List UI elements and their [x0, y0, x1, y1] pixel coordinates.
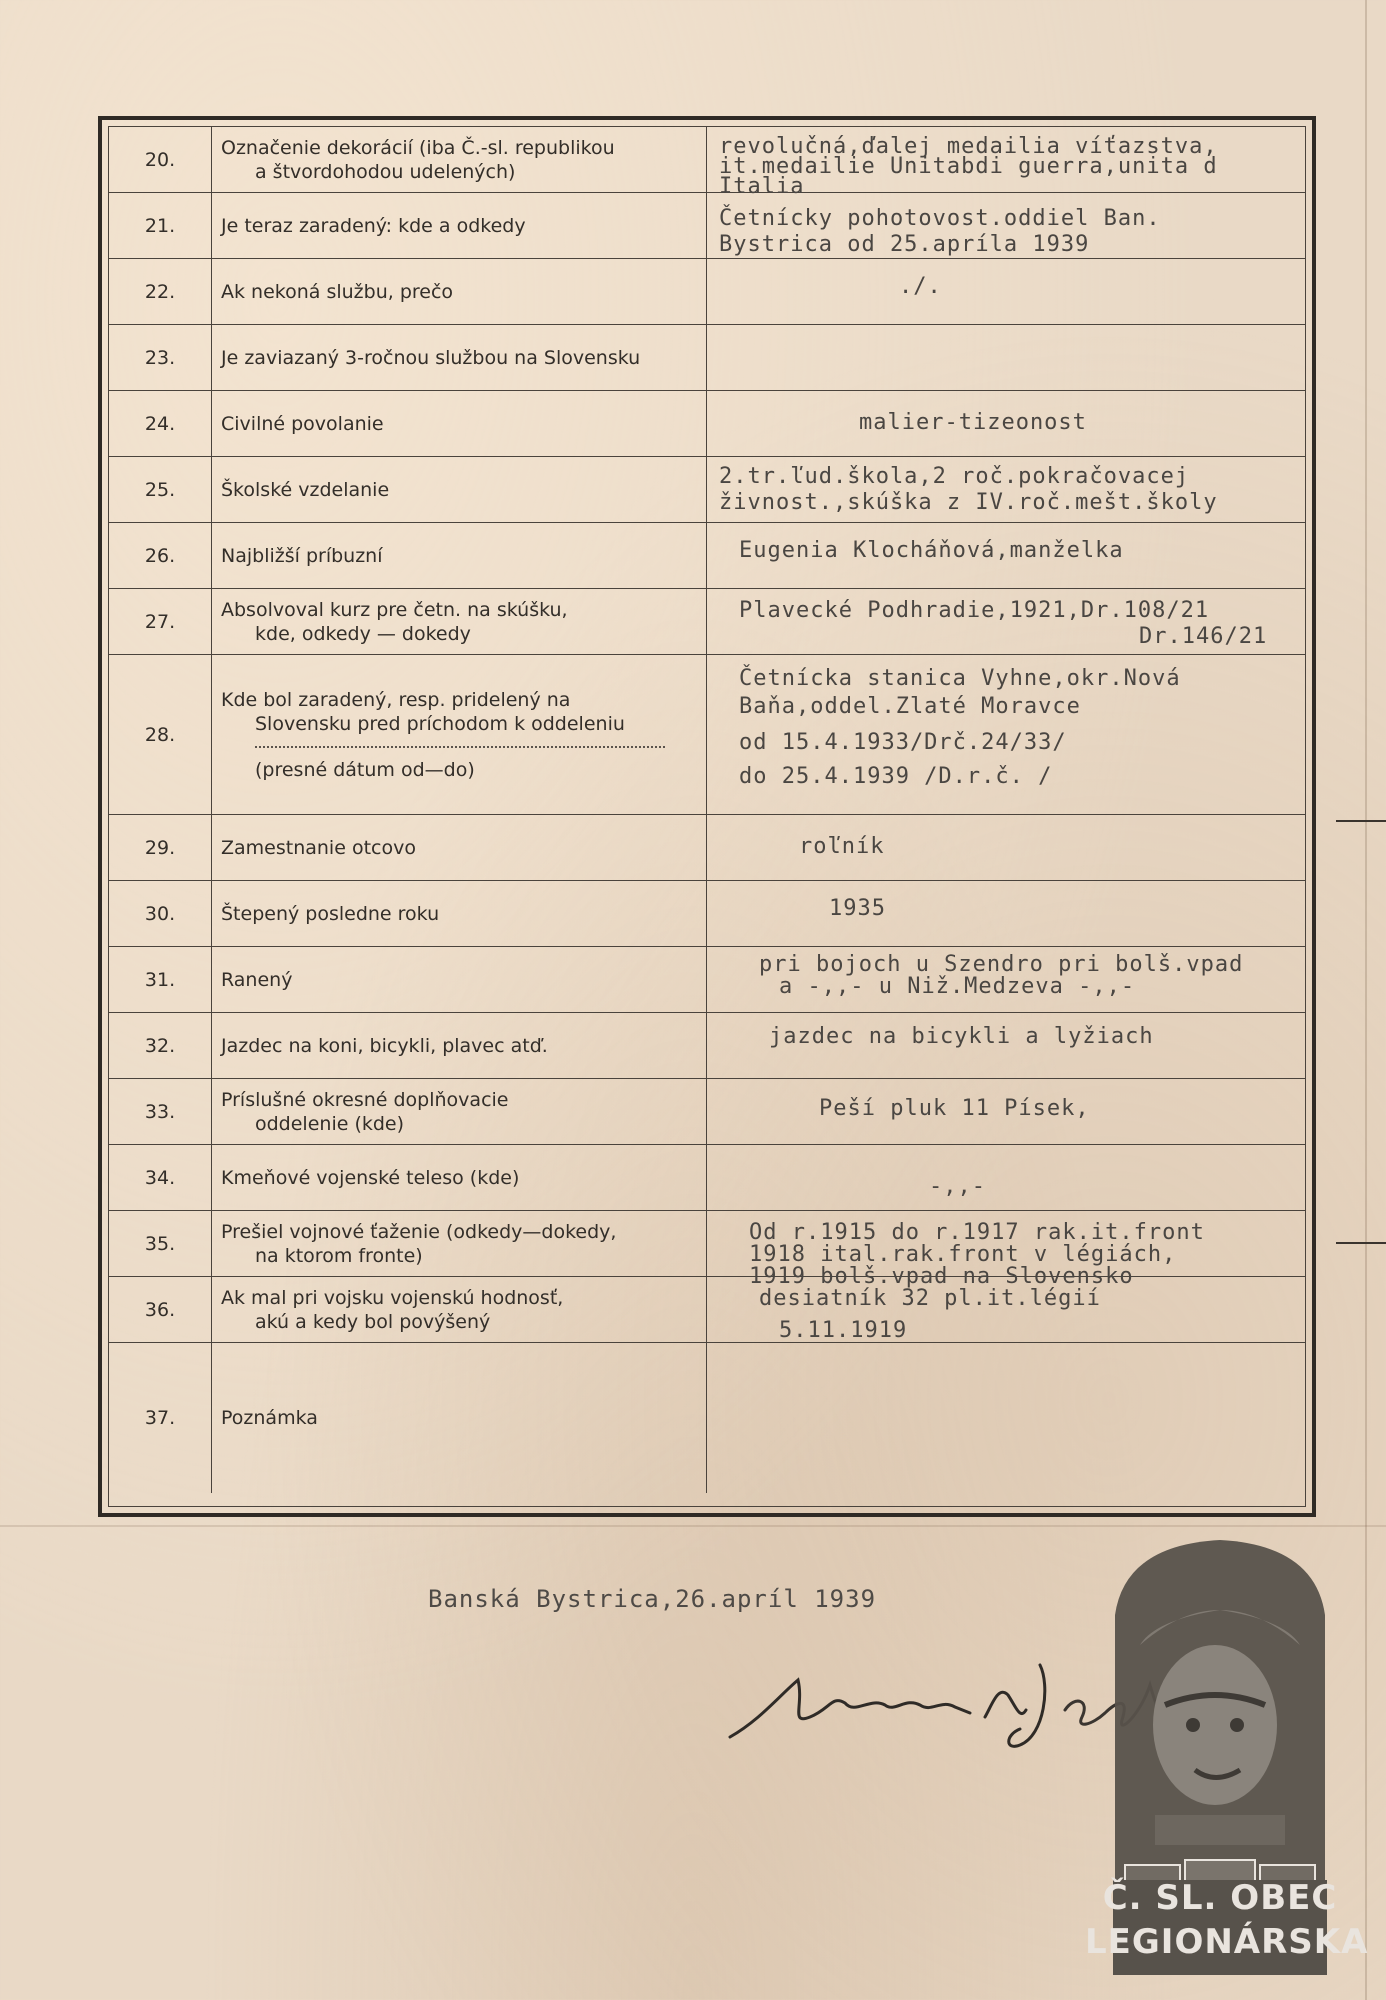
- row-value: [719, 457, 1386, 522]
- column-divider: [211, 947, 212, 1012]
- row-label-line: Príslušné okresné doplňovacie: [221, 1088, 509, 1111]
- row-label: [221, 259, 701, 324]
- column-divider: [706, 1145, 707, 1210]
- row-label: [221, 1145, 701, 1210]
- typed-value-line: jazdec na bicykli a lyžiach: [769, 1024, 1154, 1049]
- typed-value-line: desiatník 32 pl.it.légií: [759, 1286, 1101, 1311]
- row-number: 35.: [144, 1232, 176, 1255]
- form-row: [109, 947, 1305, 1013]
- row-label-line: oddelenie (kde): [255, 1112, 405, 1135]
- row-label-line: (presné dátum od—do): [255, 758, 475, 781]
- typed-value-line: Četnícka stanica Vyhne,okr.Nová: [739, 666, 1181, 691]
- row-label-line: Najbližší príbuzní: [221, 544, 383, 567]
- column-divider: [706, 259, 707, 324]
- row-number: 32.: [144, 1034, 176, 1057]
- form-row: [109, 589, 1305, 655]
- row-label-line: Kmeňové vojenské teleso (kde): [221, 1166, 520, 1189]
- column-divider: [211, 881, 212, 946]
- column-divider: [211, 391, 212, 456]
- row-number: 21.: [144, 214, 176, 237]
- typed-value-line: Italia: [719, 174, 805, 199]
- row-number: 34.: [144, 1166, 176, 1189]
- row-label: [221, 325, 701, 390]
- column-divider: [211, 815, 212, 880]
- column-divider: [211, 1343, 212, 1493]
- row-label: [221, 881, 701, 946]
- row-value: [719, 947, 1386, 1012]
- form-row: [109, 1343, 1305, 1493]
- column-divider: [706, 193, 707, 258]
- form-row: [109, 1013, 1305, 1079]
- row-value: [719, 391, 1386, 456]
- column-divider: [706, 655, 707, 814]
- typed-value-line: it.medailie Unitabdi guerra,unita d: [719, 154, 1218, 179]
- row-number: 37.: [144, 1407, 176, 1429]
- row-label: [221, 655, 701, 814]
- row-label-line: Štepený posledne roku: [221, 902, 440, 925]
- row-value: [719, 259, 1386, 324]
- row-value: [719, 1343, 1386, 1493]
- paper-fold-horizontal: [0, 1525, 1386, 1527]
- dotted-line: [255, 746, 665, 748]
- row-value: [719, 1211, 1386, 1289]
- typed-value-line: od 15.4.1933/Drč.24/33/: [739, 730, 1067, 755]
- row-label: [221, 127, 701, 192]
- column-divider: [211, 655, 212, 814]
- column-divider: [211, 1211, 212, 1276]
- form-row: [109, 655, 1305, 815]
- row-label: [221, 1211, 701, 1276]
- row-label-line: na ktorom fronte): [255, 1244, 423, 1267]
- column-divider: [706, 391, 707, 456]
- form-row: [109, 325, 1305, 391]
- form-row: [109, 1211, 1305, 1289]
- form-row: [109, 457, 1305, 523]
- row-label-line: Ak mal pri vojsku vojenskú hodnosť,: [221, 1286, 564, 1309]
- row-number: 20.: [144, 148, 176, 171]
- row-label-line: Ak nekoná službu, prečo: [221, 280, 454, 303]
- column-divider: [211, 325, 212, 390]
- row-label-line: Civilné povolanie: [221, 412, 384, 435]
- typed-value-line: 5.11.1919: [779, 1318, 908, 1343]
- form-row: [109, 1079, 1305, 1145]
- row-label: [221, 1343, 701, 1493]
- row-label-line: Školské vzdelanie: [221, 478, 390, 501]
- row-label-line: Prešiel vojnové ťaženie (odkedy—dokedy,: [221, 1220, 617, 1243]
- row-value: [719, 815, 1386, 880]
- typed-value-line: Bystrica od 25.apríla 1939: [719, 232, 1090, 257]
- row-number: 30.: [144, 902, 176, 925]
- typed-value-line: do 25.4.1939 /D.r.č. /: [739, 764, 1053, 789]
- column-divider: [706, 325, 707, 390]
- row-label-line: Poznámka: [221, 1407, 318, 1429]
- column-divider: [211, 523, 212, 588]
- record-form: [98, 116, 1316, 1517]
- typed-value-line: ./.: [899, 274, 942, 299]
- row-label-line: Označenie dekorácií (iba Č.-sl. republikou: [221, 136, 615, 159]
- row-label-line: a štvordohodou udelených): [255, 160, 516, 183]
- row-label: [221, 523, 701, 588]
- typed-value-line: Plavecké Podhradie,1921,Dr.108/21: [739, 598, 1210, 623]
- column-divider: [211, 457, 212, 522]
- column-divider: [211, 193, 212, 258]
- column-divider: [706, 1079, 707, 1144]
- record-table: [108, 126, 1306, 1507]
- row-label-line: akú a kedy bol povýšený: [255, 1310, 491, 1333]
- typed-value-line: -,,-: [929, 1174, 986, 1199]
- form-row: [109, 259, 1305, 325]
- column-divider: [706, 881, 707, 946]
- row-label: [221, 1277, 701, 1342]
- form-row: [109, 391, 1305, 457]
- column-divider: [211, 127, 212, 192]
- typed-value-line: 1935: [829, 896, 886, 921]
- typed-value-line: a -,,- u Niž.Medzeva -,,-: [779, 974, 1136, 999]
- row-number: 36.: [144, 1298, 176, 1321]
- row-label-line: kde, odkedy — dokedy: [255, 622, 471, 645]
- typed-value-line: pri bojoch u Szendro pri bolš.vpad: [759, 952, 1244, 977]
- place-date: Banská Bystrica,26.apríl 1939: [428, 1585, 877, 1613]
- form-row: [109, 1277, 1305, 1343]
- row-value: [719, 1277, 1386, 1342]
- row-number: 27.: [144, 610, 176, 633]
- row-label: [221, 947, 701, 1012]
- typed-value-line: Četnícky pohotovost.oddiel Ban.: [719, 206, 1161, 231]
- form-row: [109, 193, 1305, 259]
- row-label: [221, 391, 701, 456]
- row-number: 24.: [144, 412, 176, 435]
- stamp-text-line1: Č. SL. OBEC: [1102, 1878, 1338, 1918]
- row-value: [719, 523, 1386, 588]
- row-value: [719, 881, 1386, 946]
- column-divider: [706, 1343, 707, 1493]
- row-label-line: Jazdec na koni, bicykli, plavec atď.: [221, 1034, 548, 1057]
- typed-value-line: malier-tizeonost: [859, 410, 1087, 435]
- row-label-line: Zamestnanie otcovo: [221, 836, 416, 859]
- column-divider: [706, 589, 707, 654]
- form-row: [109, 815, 1305, 881]
- typed-value-line: revolučná,ďalej medailia víťazstva,: [719, 134, 1218, 159]
- row-label-line: Je zaviazaný 3-ročnou službou na Slovensku: [221, 346, 641, 369]
- column-divider: [706, 523, 707, 588]
- row-number: 29.: [144, 836, 176, 859]
- row-number: 23.: [144, 346, 176, 369]
- row-value: [719, 1145, 1386, 1210]
- typed-value-line: Peší pluk 11 Písek,: [819, 1096, 1090, 1121]
- column-divider: [706, 457, 707, 522]
- row-label: [221, 815, 701, 880]
- column-divider: [211, 1079, 212, 1144]
- row-number: 33.: [144, 1100, 176, 1123]
- row-number: 26.: [144, 544, 176, 567]
- row-label-line: Je teraz zaradený: kde a odkedy: [221, 214, 526, 237]
- form-row: [109, 1145, 1305, 1211]
- row-value: [719, 589, 1386, 654]
- typed-value-line: 1919 bolš.vpad na Slovensko: [749, 1264, 1134, 1289]
- column-divider: [706, 1211, 707, 1276]
- column-divider: [706, 947, 707, 1012]
- row-value: [719, 655, 1386, 814]
- row-label-line: Slovensku pred príchodom k oddeleniu: [255, 712, 625, 735]
- column-divider: [706, 815, 707, 880]
- row-label: [221, 1013, 701, 1078]
- row-label-line: Absolvoval kurz pre četn. na skúšku,: [221, 598, 568, 621]
- row-label-line: Ranený: [221, 968, 293, 991]
- stamp-text-line2: LEGIONÁRSKA: [1085, 1922, 1369, 1962]
- typed-value-line: Baňa,oddel.Zlaté Moravce: [739, 694, 1081, 719]
- column-divider: [706, 1277, 707, 1342]
- row-label: [221, 589, 701, 654]
- column-divider: [706, 1013, 707, 1078]
- form-row: [109, 127, 1305, 199]
- form-row: [109, 523, 1305, 589]
- row-value: [719, 127, 1386, 199]
- row-number: 22.: [144, 280, 176, 303]
- typed-value-line: živnost.,skúška z IV.roč.mešt.školy: [719, 490, 1218, 515]
- column-divider: [211, 1145, 212, 1210]
- form-row: [109, 881, 1305, 947]
- row-label: [221, 1079, 701, 1144]
- row-number: 25.: [144, 478, 176, 501]
- row-number: 28.: [144, 723, 176, 746]
- row-label: [221, 457, 701, 522]
- row-value: [719, 1013, 1386, 1078]
- column-divider: [211, 1277, 212, 1342]
- row-number: 31.: [144, 968, 176, 991]
- column-divider: [211, 1013, 212, 1078]
- row-label-line: Kde bol zaradený, resp. pridelený na: [221, 688, 571, 711]
- column-divider: [211, 259, 212, 324]
- typed-value-line: Eugenia Klocháňová,manželka: [739, 538, 1124, 563]
- row-value: [719, 193, 1386, 258]
- column-divider: [706, 127, 707, 192]
- typed-value-line: 2.tr.ľud.škola,2 roč.pokračovacej: [719, 464, 1190, 489]
- row-label: [221, 193, 701, 258]
- typed-value-line: Od r.1915 do r.1917 rak.it.front: [749, 1220, 1205, 1245]
- row-value: [719, 1079, 1386, 1144]
- typed-value-line: roľník: [799, 834, 885, 859]
- row-value: [719, 325, 1386, 390]
- typed-value-line: Dr.146/21: [1139, 624, 1268, 649]
- column-divider: [211, 589, 212, 654]
- typed-value-line: 1918 ital.rak.front v légiách,: [749, 1242, 1177, 1267]
